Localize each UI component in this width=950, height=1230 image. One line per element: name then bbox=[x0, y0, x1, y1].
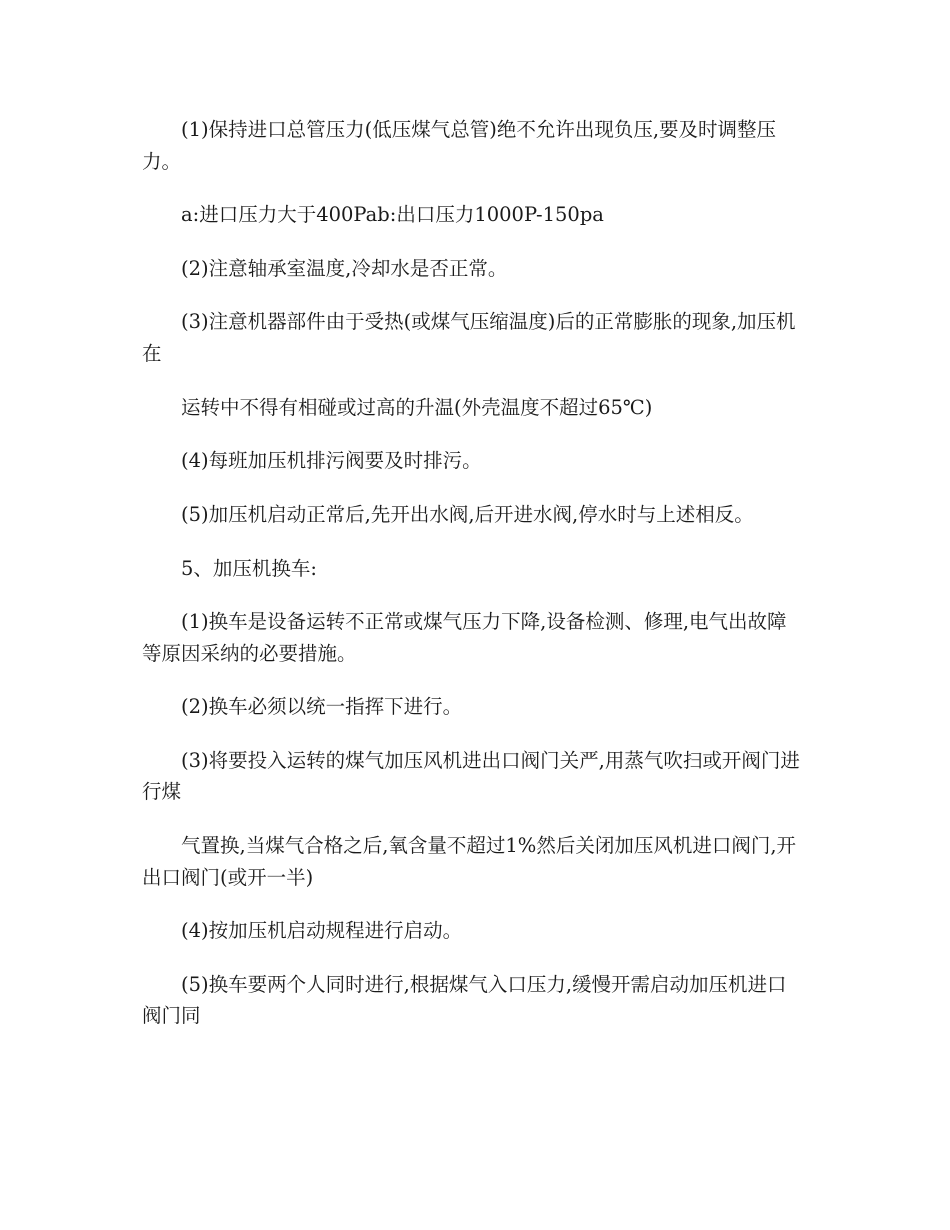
paragraph-13: (5)换车要两个人同时进行,根据煤气入口压力,缓慢开需启动加压机进口阀门同 bbox=[142, 972, 787, 1027]
paragraph-5: 运转中不得有相碰或过高的升温(外壳温度不超过65℃) bbox=[181, 395, 653, 419]
paragraph-3: (2)注意轴承室温度,冷却水是否正常。 bbox=[181, 256, 508, 280]
paragraph-2: a:进口压力大于400Pab:出口压力1000P-150pa bbox=[181, 203, 604, 226]
paragraph-10: (3)将要投入运转的煤气加压风机进出口阀门关严,用蒸气吹扫或开阀门进行煤 bbox=[142, 748, 800, 803]
paragraph-9: (2)换车必须以统一指挥下进行。 bbox=[181, 695, 463, 718]
paragraph-11: 气置换,当煤气合格之后,氧含量不超过1%然后关闭加压风机进口阀门,开出口阀门(或开一半) bbox=[142, 834, 797, 889]
paragraph-1: (1)保持进口总管压力(低压煤气总管)绝不允许出现负压,要及时调整压力。 bbox=[142, 118, 777, 173]
section-heading-5: 5、加压机换车: bbox=[181, 556, 317, 580]
paragraph-8: (1)换车是设备运转不正常或煤气压力下降,设备检测、修理,电气出故障等原因采纳的必要措施。 bbox=[142, 610, 787, 665]
paragraph-4: (3)注意机器部件由于受热(或煤气压缩温度)后的正常膨胀的现象,加压机在 bbox=[142, 310, 796, 365]
paragraph-12: (4)按加压机启动规程进行启动。 bbox=[181, 919, 463, 942]
document-body bbox=[142, 114, 806, 1032]
paragraph-7: (5)加压机启动正常后,先开出水阀,后开进水阀,停水时与上述相反。 bbox=[181, 502, 754, 526]
paragraph-6: (4)每班加压机排污阀要及时排污。 bbox=[181, 449, 482, 472]
